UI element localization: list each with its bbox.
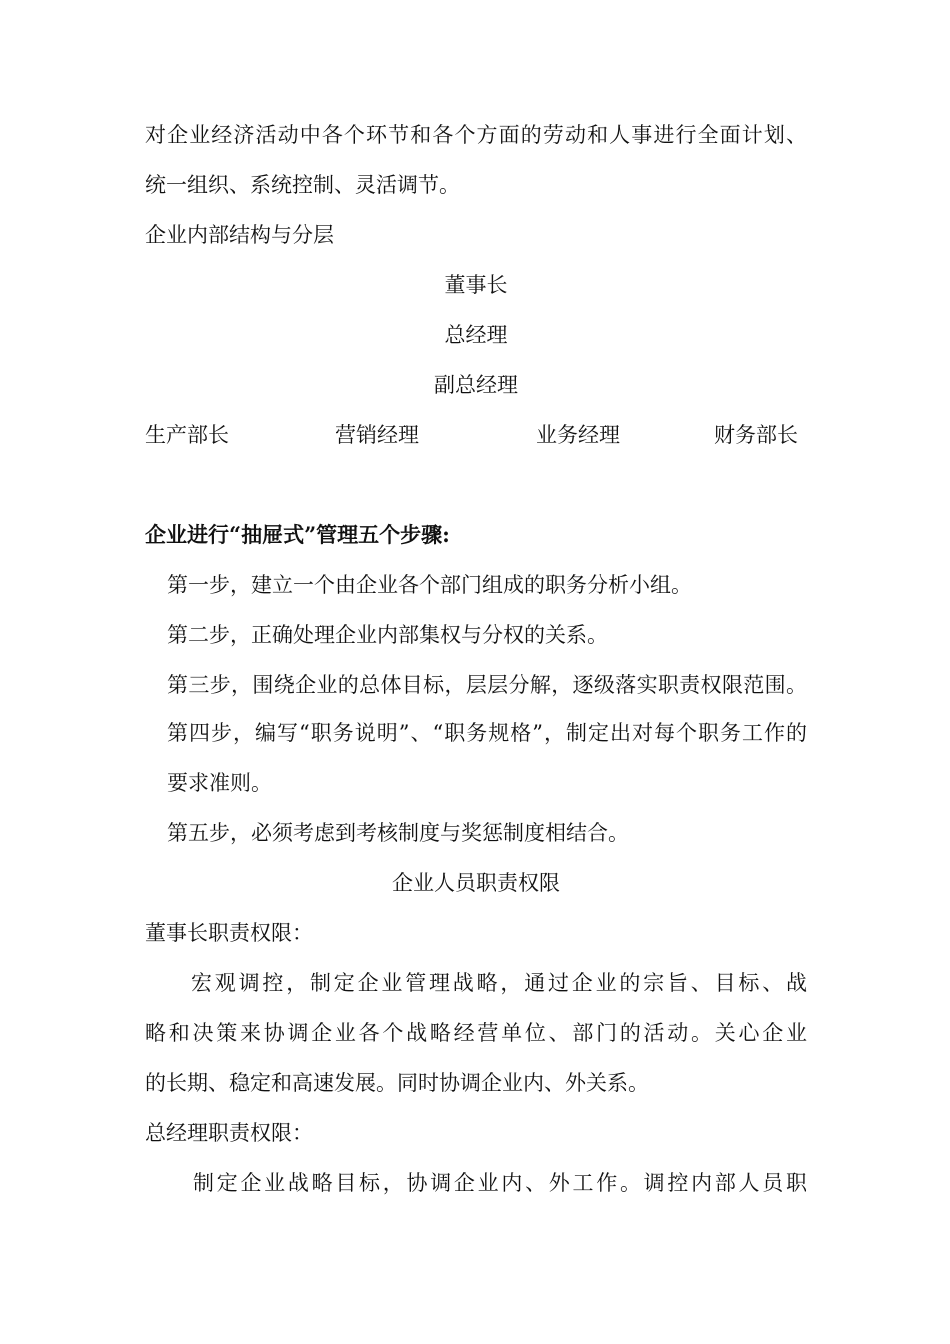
org-department-production: 生产部长 xyxy=(145,423,229,447)
intro-line-1: 对企业经济活动中各个环节和各个方面的劳动和人事进行全面计划、 xyxy=(145,123,807,147)
steps-heading: 企业进行“抽屉式”管理五个步骤: xyxy=(145,522,450,547)
chairman-duties-heading: 董事长职责权限： xyxy=(145,921,313,945)
org-chairman: 董事长 xyxy=(444,273,508,297)
structure-heading: 企业内部结构与分层 xyxy=(145,223,334,247)
gm-duties-heading: 总经理职责权限： xyxy=(145,1121,313,1145)
org-general-manager: 总经理 xyxy=(444,323,508,347)
step-4-continued: 要求准则。 xyxy=(167,771,272,795)
org-deputy-general-manager: 副总经理 xyxy=(434,373,518,397)
org-department-finance: 财务部长 xyxy=(714,423,798,447)
step-2: 第二步，正确处理企业内部集权与分权的关系。 xyxy=(167,623,608,647)
step-1: 第一步，建立一个由企业各个部门组成的职务分析小组。 xyxy=(167,573,692,597)
chairman-duties-line-3: 的长期、稳定和高速发展。同时协调企业内、外关系。 xyxy=(145,1071,649,1095)
org-department-marketing: 营销经理 xyxy=(335,423,419,447)
intro-line-2: 统一组织、系统控制、灵活调节。 xyxy=(145,173,460,197)
step-4: 第四步，编写“职务说明”、“职务规格”，制定出对每个职务工作的 xyxy=(167,721,807,745)
gm-duties-line-1: 制定企业战略目标，协调企业内、外工作。调控内部人员职 xyxy=(193,1171,807,1195)
chairman-duties-line-2: 略和决策来协调企业各个战略经营单位、部门的活动。关心企业 xyxy=(145,1021,807,1045)
step-3: 第三步，围绕企业的总体目标，层层分解，逐级落实职责权限范围。 xyxy=(167,673,807,697)
step-5: 第五步，必须考虑到考核制度与奖惩制度相结合。 xyxy=(167,821,629,845)
chairman-duties-line-1: 宏观调控，制定企业管理战略，通过企业的宗旨、目标、战 xyxy=(191,971,807,995)
org-department-business: 业务经理 xyxy=(536,423,620,447)
duties-title: 企业人员职责权限 xyxy=(392,871,560,895)
